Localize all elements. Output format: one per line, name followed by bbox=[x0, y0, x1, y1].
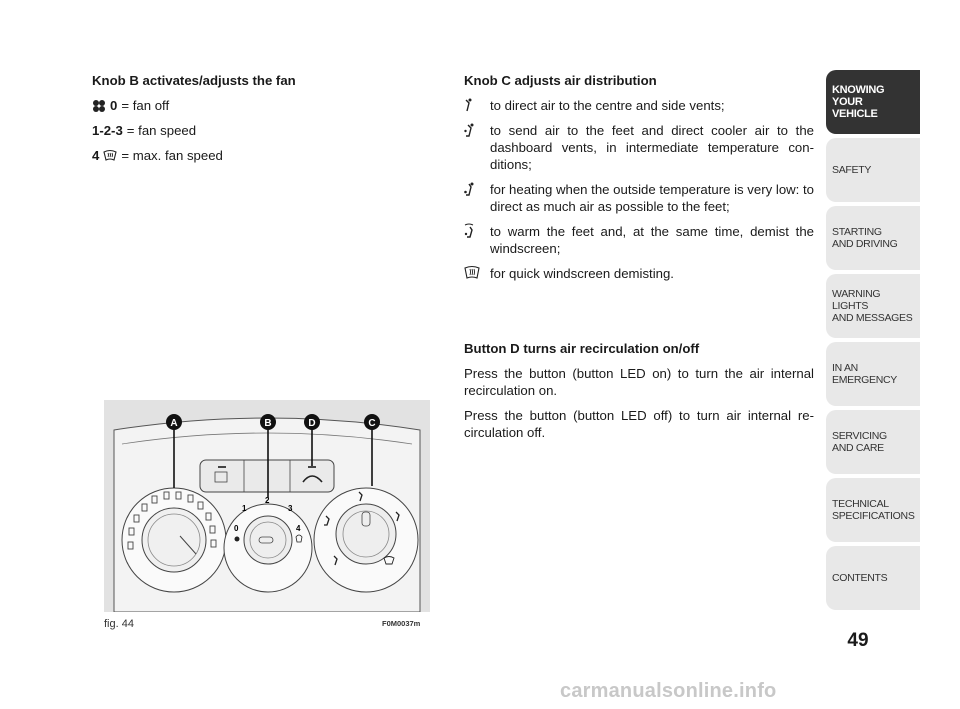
vent-face-feet-icon bbox=[464, 122, 490, 138]
fan-off-text: = fan off bbox=[121, 98, 170, 113]
distribution-text-windscreen: for quick windscreen demisting. bbox=[490, 266, 674, 281]
tab-technical-specifications[interactable] bbox=[826, 478, 920, 542]
fan-off-value: 0 bbox=[110, 98, 118, 113]
distribution-item-face-feet bbox=[464, 122, 814, 173]
callout-b: B bbox=[264, 418, 272, 429]
button-d-heading: Button D turns air recirculation on/off bbox=[464, 341, 700, 356]
distribution-text-face-feet: to send air to the feet and direct cooler air to the dashboard vents, in intermediate temperature con-ditions; bbox=[490, 123, 814, 172]
fan-speed-value: 1-2-3 bbox=[92, 123, 123, 138]
fan-speed-line bbox=[92, 122, 432, 139]
windscreen-defrost-icon bbox=[464, 265, 490, 281]
knob-b-3: 3 bbox=[288, 504, 293, 513]
knob-b-0: 0 bbox=[234, 524, 239, 533]
tab-servicing-and-care[interactable] bbox=[826, 410, 920, 474]
fan-max-value: 4 bbox=[92, 148, 100, 163]
climate-control-figure bbox=[104, 400, 430, 612]
knob-b-4: 4 bbox=[296, 524, 301, 533]
tab-label: WARNING LIGHTS AND MESSAGES bbox=[832, 288, 913, 324]
tab-label: SERVICING AND CARE bbox=[832, 430, 887, 454]
callout-c: C bbox=[368, 418, 376, 429]
tab-label: TECHNICAL SPECIFICATIONS bbox=[832, 498, 915, 522]
vent-feet-windscreen-icon bbox=[464, 223, 490, 239]
fan-speed-text: = fan speed bbox=[126, 123, 197, 138]
tab-safety[interactable] bbox=[826, 138, 920, 202]
distribution-item-windscreen bbox=[464, 265, 814, 282]
vent-feet-icon bbox=[464, 181, 490, 197]
page-number: 49 bbox=[847, 630, 869, 651]
knob-b-2: 2 bbox=[265, 496, 270, 505]
figure-code: F0M0037m bbox=[382, 619, 421, 628]
figure-caption: fig. 44 bbox=[104, 618, 134, 630]
knob-b-heading: Knob B activates/adjusts the fan bbox=[92, 73, 296, 88]
right-column bbox=[464, 72, 814, 449]
distribution-text-feet-windscreen: to warm the feet and, at the same time, demist the windscreen; bbox=[490, 224, 814, 256]
fan-max-text: = max. fan speed bbox=[121, 148, 223, 163]
distribution-item-feet-windscreen bbox=[464, 223, 814, 257]
left-column bbox=[92, 72, 432, 172]
knob-b-1: 1 bbox=[242, 504, 247, 513]
tab-starting-and-driving[interactable] bbox=[826, 206, 920, 270]
fan-max-line bbox=[92, 147, 432, 164]
tab-contents[interactable] bbox=[826, 546, 920, 610]
distribution-text-face: to direct air to the centre and side vents; bbox=[490, 98, 725, 113]
vent-face-icon bbox=[464, 97, 490, 113]
knob-a bbox=[122, 488, 226, 592]
watermark: carmanualsonline.info bbox=[560, 680, 777, 702]
chapter-tabs bbox=[826, 70, 920, 614]
tab-label: KNOWING YOUR VEHICLE bbox=[832, 84, 885, 120]
callout-d: D bbox=[308, 418, 316, 429]
knob-c-heading: Knob C adjusts air distribution bbox=[464, 73, 657, 88]
tab-in-an-emergency[interactable] bbox=[826, 342, 920, 406]
tab-label: CONTENTS bbox=[832, 572, 888, 584]
tab-warning-lights[interactable] bbox=[826, 274, 920, 338]
distribution-item-face bbox=[464, 97, 814, 114]
control-panel-illustration bbox=[104, 400, 430, 612]
distribution-text-feet: for heating when the outside temperature is very low: to direct as much air as possible to the feet; bbox=[490, 182, 815, 214]
distribution-item-feet bbox=[464, 181, 814, 215]
recirculation-on-text: Press the button (button LED on) to turn the air internal recirculation on. bbox=[464, 366, 814, 398]
fan-off-line bbox=[92, 97, 432, 114]
defrost-icon bbox=[103, 149, 117, 163]
knob-c bbox=[314, 488, 418, 592]
tab-label: SAFETY bbox=[832, 164, 872, 176]
recirculation-off-text: Press the button (button LED off) to turn air internal re-circulation off. bbox=[464, 408, 814, 440]
tab-label: IN AN EMERGENCY bbox=[832, 362, 897, 386]
tab-label: STARTING AND DRIVING bbox=[832, 226, 898, 250]
tab-knowing-your-vehicle[interactable] bbox=[826, 70, 920, 134]
callout-a: A bbox=[170, 418, 178, 429]
fan-icon bbox=[92, 99, 106, 113]
